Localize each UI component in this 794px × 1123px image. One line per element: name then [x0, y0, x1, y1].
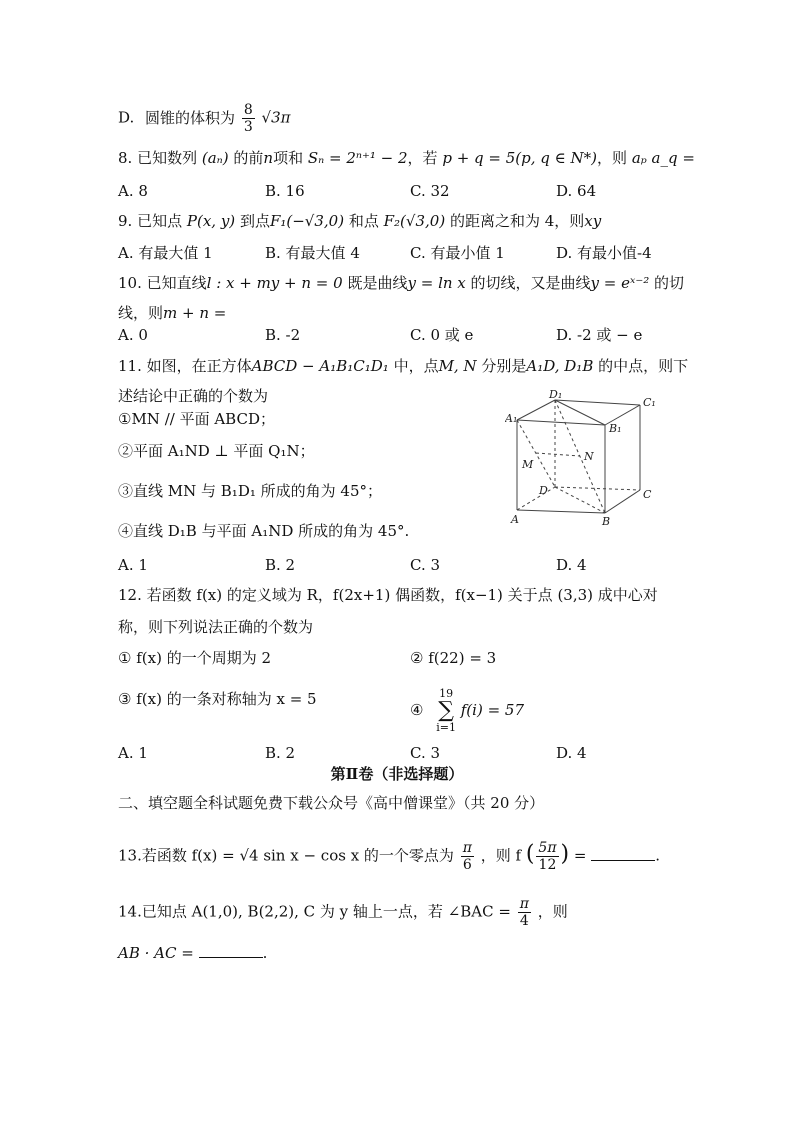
fraction: $\frac{\pi}{6}$ — [462, 840, 472, 873]
label-a1: A₁ — [505, 412, 518, 425]
label-c1: C₁ — [643, 396, 656, 409]
q10-option-b: B. -2 — [265, 326, 301, 344]
cube-figure — [505, 390, 665, 530]
q14-stem: 14.已知点 A(1,0), B(2,2), C 为 y 轴上一点，若 ∠BAC = $\frac{\pi}{4}$ ，则 — [118, 896, 568, 929]
label-d1: D₁ — [549, 390, 563, 401]
fraction: $\frac{\pi}{4}$ — [519, 896, 529, 929]
q8-option-a: A. 8 — [118, 182, 148, 200]
q12-option-a: A. 1 — [118, 744, 148, 762]
q12-option-d: D. 4 — [556, 744, 587, 762]
label-a: A — [511, 513, 519, 526]
q8-option-c: C. 32 — [410, 182, 450, 200]
q10-option-c: C. 0 或 e — [410, 326, 474, 344]
q11-statement-1: ①MN // 平面 ABCD； — [118, 410, 275, 428]
label-b1: B₁ — [609, 422, 622, 435]
q9-option-c: C. 有最小值 1 — [410, 244, 505, 262]
q10-stem: 10. 已知直线l : x + my + n = 0 既是曲线y = ln x 的切线，又是曲线y = eˣ⁻² 的切 — [118, 274, 685, 292]
label-b: B — [602, 515, 611, 528]
answer-blank[interactable] — [591, 846, 655, 861]
option-label: D. — [118, 108, 135, 127]
fraction: $\frac{5\pi}{12}$ — [538, 840, 557, 873]
q12-stem-line2: 称，则下列说法正确的个数为 — [118, 618, 314, 636]
q9-stem: 9. 已知点 P(x, y) 到点F₁(−√3,0) 和点 F₂(√3,0) 的距离之和为 4，则xy — [118, 212, 602, 230]
q8-option-b: B. 16 — [265, 182, 305, 200]
q9-option-a: A. 有最大值 1 — [118, 244, 213, 262]
summation: 19 ∑ i=1 — [436, 687, 456, 734]
q12-option-c: C. 3 — [410, 744, 441, 762]
q8-stem: 8. 已知数列 (aₙ) 的前n项和 Sₙ = 2ⁿ⁺¹ − 2，若 p + q = 5(p, q ∈ N*)，则 aₚ a_q = — [118, 149, 695, 167]
part2-title: 第Ⅱ卷（非选择题） — [330, 765, 464, 783]
q11-statement-4: ④直线 D₁B 与平面 A₁ND 所成的角为 45°. — [118, 522, 410, 540]
q12-option-b: B. 2 — [265, 744, 296, 762]
q11-statement-3: ③直线 MN 与 B₁D₁ 所成的角为 45°； — [118, 482, 382, 500]
q10-option-a: A. 0 — [118, 326, 148, 344]
q11-option-a: A. 1 — [118, 556, 148, 574]
q9-option-d: D. 有最小值-4 — [556, 244, 652, 262]
option-text: 圆锥的体积为 — [145, 108, 236, 127]
q12-statement-3: ③ f(x) 的一条对称轴为 x = 5 — [118, 690, 317, 708]
q14-stem-line2: AB · AC = . — [118, 944, 268, 962]
formula: √3π — [261, 108, 291, 127]
label-n: N — [584, 450, 594, 463]
label-m: M — [522, 458, 534, 471]
answer-blank[interactable] — [199, 943, 263, 958]
q9-option-b: B. 有最大值 4 — [265, 244, 360, 262]
q12-statement-4: ④ 19 ∑ i=1 f(i) = 57 — [410, 687, 524, 734]
q10-stem-line2: 线，则m + n = — [118, 304, 227, 322]
label-c: C — [643, 488, 652, 501]
q11-statement-2: ②平面 A₁ND ⊥ 平面 Q₁N； — [118, 442, 315, 460]
label-d: D — [539, 484, 548, 497]
q12-stem: 12. 若函数 f(x) 的定义域为 R，f(2x+1) 偶函数，f(x−1) 关于点 (3,3) 成中心对 — [118, 586, 658, 604]
q11-stem-line2: 述结论中正确的个数为 — [118, 387, 269, 405]
q11-option-d: D. 4 — [556, 556, 587, 574]
q13-stem: 13.若函数 f(x) = √4 sin x − cos x 的一个零点为 $\frac{\pi}{6}$ ，则 f ( $\frac{5\pi}{12}$ ) = . — [118, 840, 661, 873]
q7-option-d — [118, 102, 291, 135]
q11-option-c: C. 3 — [410, 556, 441, 574]
q8-option-d: D. 64 — [556, 182, 597, 200]
q11-option-b: B. 2 — [265, 556, 296, 574]
q11-stem: 11. 如图，在正方体ABCD − A₁B₁C₁D₁ 中，点M, N 分别是A₁D, D₁B 的中点，则下 — [118, 357, 689, 375]
q10-option-d: D. -2 或 − e — [556, 326, 643, 344]
q12-statement-1: ① f(x) 的一个周期为 2 — [118, 649, 272, 667]
section-heading: 二、填空题全科试题免费下载公众号《高中僧课堂》（共 20 分） — [118, 794, 545, 812]
q12-statement-2: ② f(22) = 3 — [410, 649, 497, 667]
fraction: $\frac{8}{3}$ — [243, 102, 253, 135]
